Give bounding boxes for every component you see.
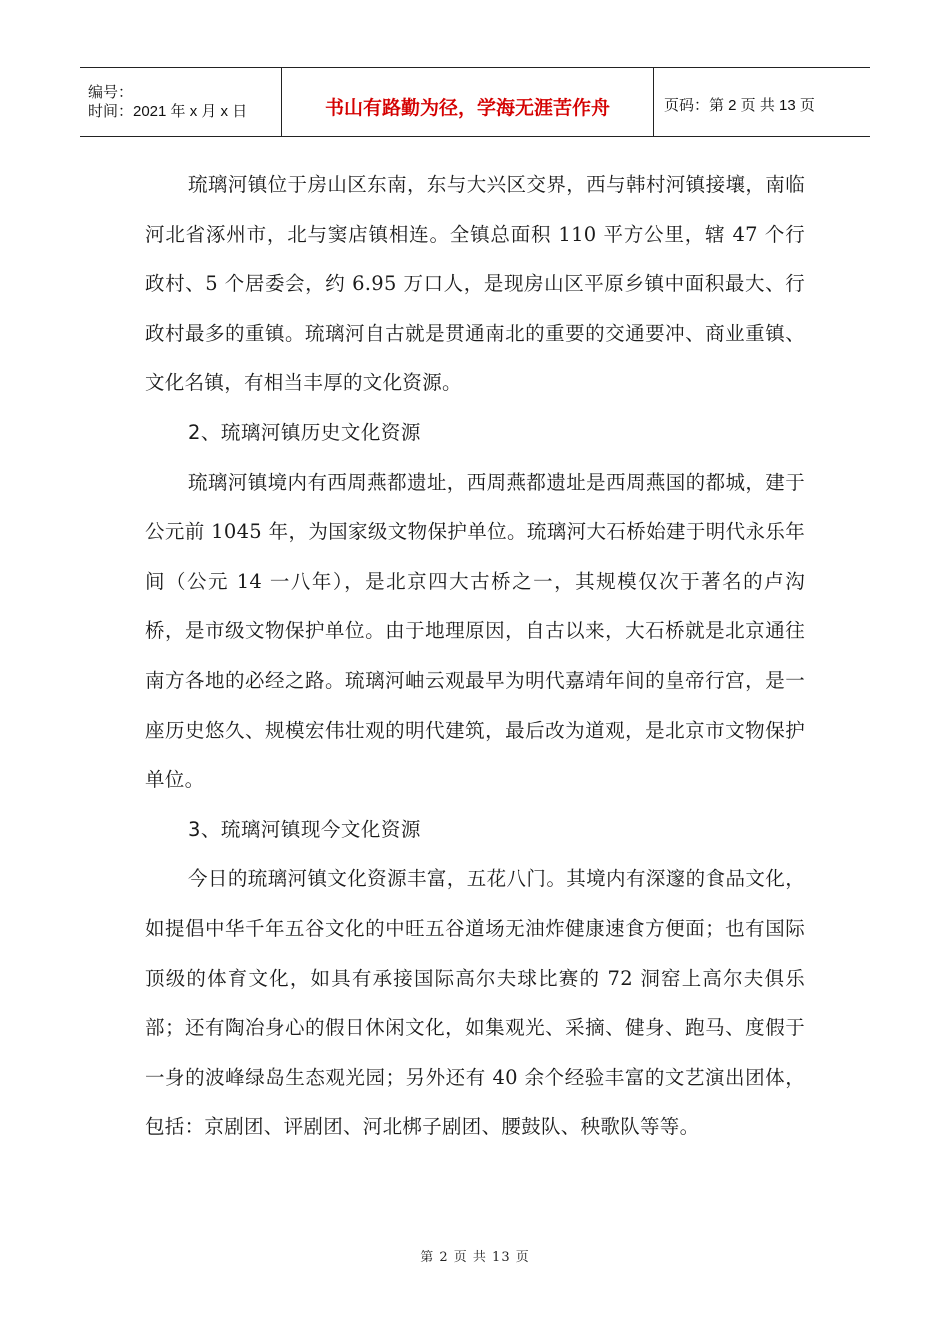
header-motto: 书山有路勤为径，学海无涯苦作舟 [324, 96, 610, 119]
header-motto-cell [282, 68, 654, 136]
section-heading-current: 3、琉璃河镇现今文化资源 [188, 817, 421, 841]
paragraph-town-overview: 琉璃河镇位于房山区东南，东与大兴区交界，西与韩村河镇接壤，南临河北省涿州市，北与窦店镇相连。全镇总面积 110 平方公里，辖 47 个行政村、5 个居委会，约 6.95 万口人，是现房山区平原乡镇中面积最大、行政村最多的重镇。琉璃河自古就是贯通南北的重要的交通要冲、商业重镇、文化名镇，有相当丰厚的文化资源。 [145, 173, 805, 395]
section-heading-history: 2、琉璃河镇历史文化资源 [188, 420, 421, 444]
page-footer: 第 2 页 共 13 页 [420, 1250, 530, 1265]
document-number-label: 编号： [88, 84, 134, 101]
paragraph-current-resources: 今日的琉璃河镇文化资源丰富，五花八门。其境内有深邃的食品文化，如提倡中华千年五谷文化的中旺五谷道场无油炸健康速食方便面；也有国际顶级的体育文化，如具有承接国际高尔夫球比赛的 72 洞窑上高尔夫俱乐部；还有陶冶身心的假日休闲文化，如集观光、采摘、健身、跑马、度假于一身的波峰绿岛生态观光园；另外还有 40 余个经验丰富的文艺演出团体，包括：京剧团、评剧团、河北梆子剧团、腰鼓队、秧歌队等等。 [145, 867, 805, 1139]
page-header [80, 67, 870, 137]
document-body [145, 160, 805, 1152]
paragraph-history-resources: 琉璃河镇境内有西周燕都遗址，西周燕都遗址是西周燕国的都城，建于公元前 1045 年，为国家级文物保护单位。琉璃河大石桥始建于明代永乐年间（公元 14 一八年），是北京四大古桥之一，其规模仅次于著名的卢沟桥，是市级文物保护单位。由于地理原因，自古以来，大石桥就是北京通往南方各地的必经之路。琉璃河岫云观最早为明代嘉靖年间的皇帝行宫，是一座历史悠久、规模宏伟壮观的明代建筑，最后改为道观，是北京市文物保护单位。 [145, 470, 805, 792]
document-date: 时间：2021 年 x 月 x 日 [88, 103, 248, 120]
header-meta [80, 68, 282, 136]
header-page-info: 页码：第 2 页 共 13 页 [664, 96, 815, 114]
header-page-info-cell [654, 68, 870, 136]
